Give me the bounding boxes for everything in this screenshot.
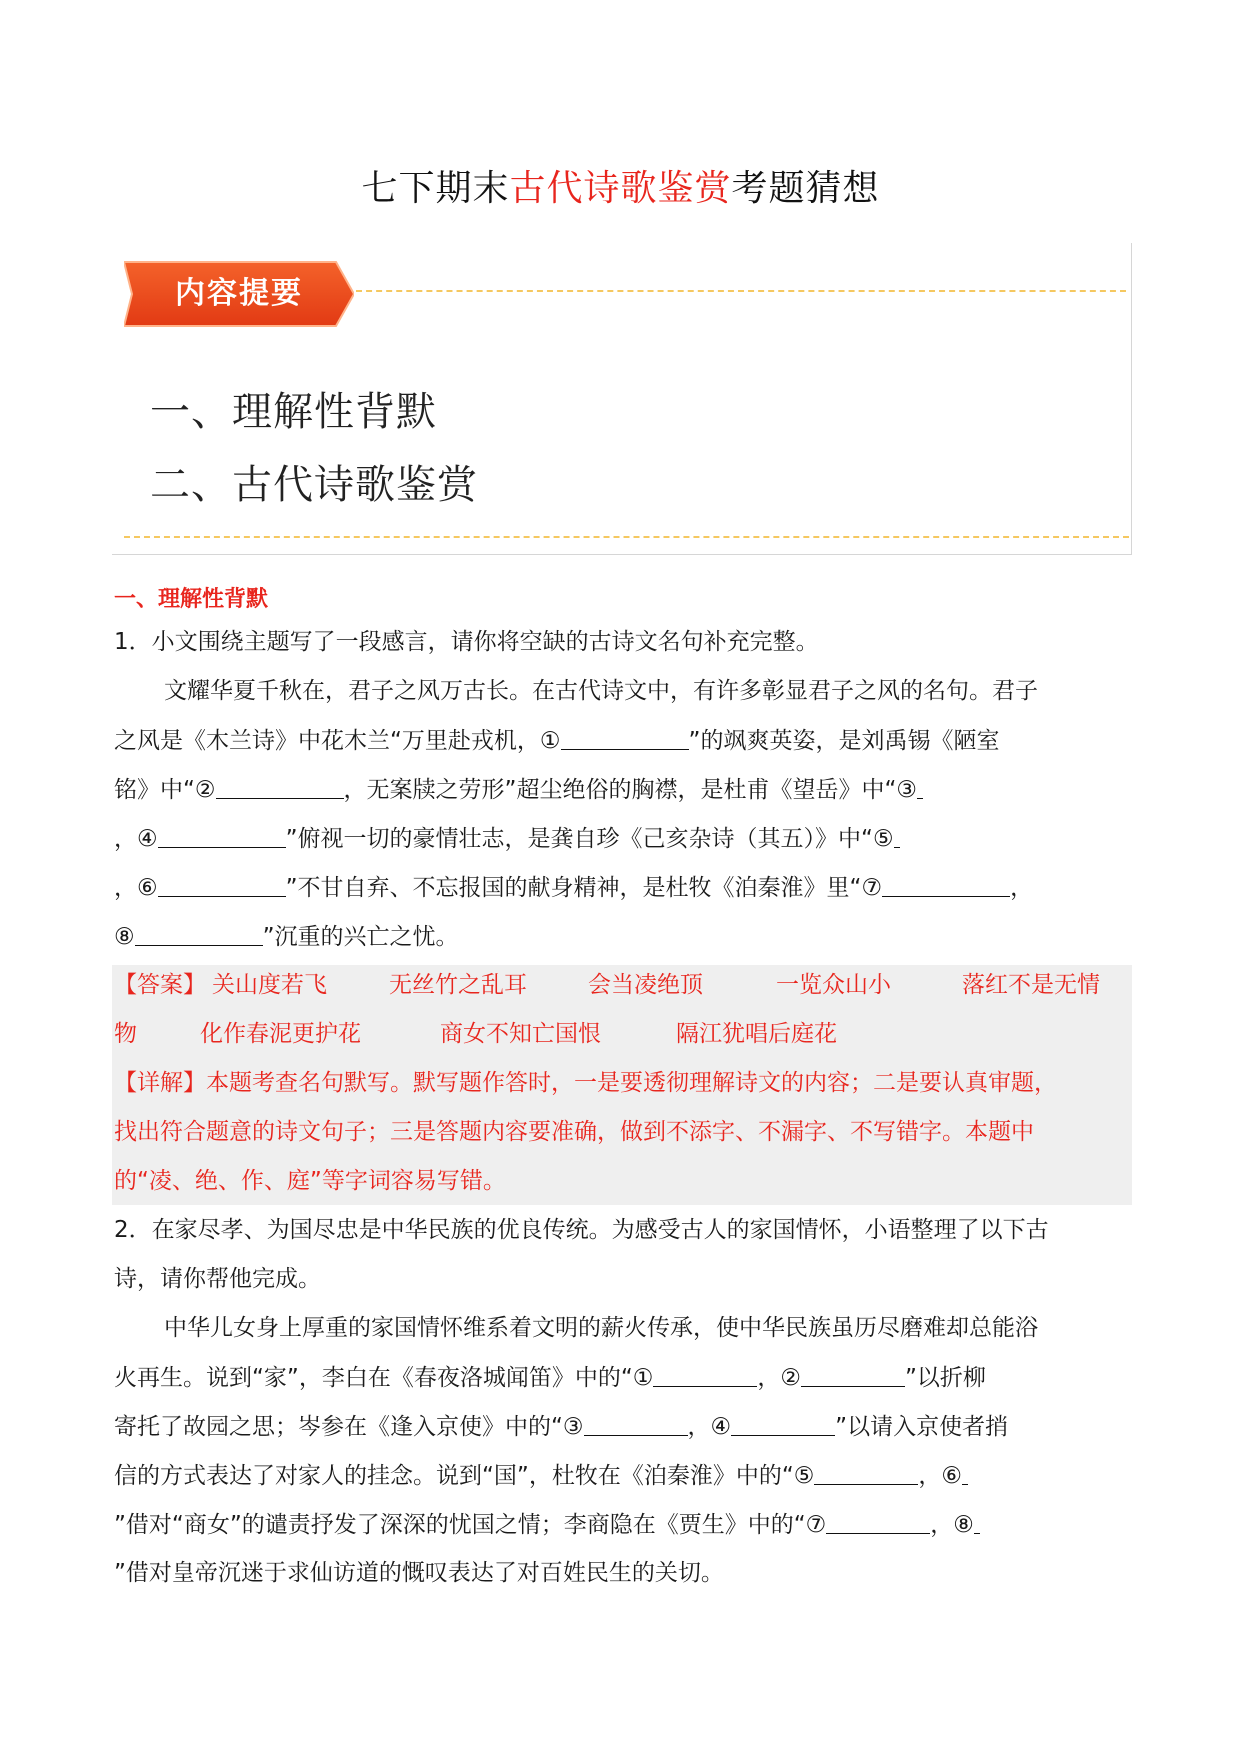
q2-text: ”借对“商女”的谴责抒发了深深的忧国之情；李商隐在《贾生》中的“⑦ (114, 1512, 827, 1538)
q1-paragraph-line: 文耀华夏千秋在，君子之风万古长。在古代诗文中，有许多彰显君子之风的名句。君子 (164, 678, 1038, 704)
q1-text: 之风是《木兰诗》中花木兰“万里赴戎机，① (114, 728, 561, 754)
summary-item-1: 一、理解性背默 (150, 389, 437, 435)
q2-blank-1[interactable] (653, 1362, 757, 1387)
q1-answer-4: 一览众山小 (776, 972, 891, 998)
q2-text: 火再生。说到“家”，李白在《春夜洛城闻笛》中的“① (114, 1365, 654, 1391)
q1-paragraph-line (114, 725, 999, 756)
q1-text: ，⑥ (114, 875, 158, 901)
q1-text: ”的飒爽英姿，是刘禹锡《陋室 (688, 728, 1000, 754)
q1-blank-6[interactable] (158, 872, 286, 897)
summary-ribbon (124, 258, 354, 330)
summary-item-2: 二、古代诗歌鉴赏 (150, 462, 478, 508)
summary-ribbon-label: 内容提要 (175, 276, 303, 311)
summary-divider-bottom (124, 536, 1129, 538)
q1-text: ”不甘自弃、不忘报国的献身精神，是杜牧《泊秦淮》里“⑦ (285, 875, 883, 901)
q2-paragraph-line (114, 1509, 980, 1540)
q1-text: ，无案牍之劳形”超尘绝俗的胸襟，是杜甫《望岳》中“③ (343, 777, 917, 803)
title-highlight: 古代诗歌鉴赏 (509, 168, 732, 209)
q1-answer-8: 隔江犹唱后庭花 (676, 1021, 837, 1047)
q2-blank-3[interactable] (584, 1411, 688, 1436)
q2-text: ，⑥ (918, 1463, 962, 1489)
q2-blank-4[interactable] (731, 1411, 835, 1436)
q1-text: ，④ (114, 826, 158, 852)
summary-divider-top (356, 290, 1126, 292)
section-heading-1: 一、理解性背默 (114, 587, 269, 612)
q1-blank-7[interactable] (882, 872, 1010, 897)
q1-answer-1: 关山度若飞 (212, 972, 327, 998)
q2-text: ”以折柳 (905, 1365, 986, 1391)
q1-text: ”俯视一切的豪情壮志，是龚自珍《己亥杂诗（其五）》中“⑤ (285, 826, 894, 852)
page-title (0, 160, 1241, 211)
q2-blank-2[interactable] (801, 1362, 905, 1387)
q2-stem-line: 诗，请你帮他完成。 (114, 1266, 321, 1292)
q1-stem: 1．小文围绕主题写了一段感言，请你将空缺的古诗文名句补充完整。 (114, 629, 819, 655)
q1-blank-1[interactable] (561, 725, 689, 750)
q1-detail-label: 【详解】 (114, 1070, 206, 1096)
title-suffix: 考题猜想 (731, 168, 880, 209)
q2-text: 寄托了故园之思；岑参在《逢入京使》中的“③ (114, 1414, 584, 1440)
q2-blank-5[interactable] (814, 1460, 918, 1485)
q2-paragraph-line (114, 1411, 1008, 1442)
q1-detail-text: 本题考查名句默写。默写题作答时，一是要透彻理解诗文的内容；二是要认真审题， (206, 1070, 1057, 1096)
q1-answer-7: 商女不知亡国恨 (440, 1021, 601, 1047)
q2-text: ，④ (687, 1414, 732, 1440)
q2-blank-7[interactable] (826, 1509, 930, 1534)
q2-text: 信的方式表达了对家人的挂念。说到“国”，杜牧在《泊秦淮》中的“⑤ (114, 1463, 815, 1489)
q2-text: ，⑧ (930, 1512, 974, 1538)
q1-answer-label: 【答案】 (114, 972, 206, 998)
q1-text: ⑧ (114, 924, 135, 950)
q2-paragraph-line (114, 1460, 968, 1491)
q1-answer-6: 化作春泥更护花 (200, 1021, 361, 1047)
q1-answer-3: 会当凌绝顶 (588, 972, 703, 998)
q1-answer-5-cont: 物 (114, 1021, 137, 1047)
q1-paragraph-line (114, 921, 459, 952)
q2-blank-6[interactable] (962, 1460, 968, 1485)
q1-text: 铭》中“② (114, 777, 216, 803)
q1-blank-5[interactable] (894, 823, 900, 848)
q2-text: ，② (757, 1365, 801, 1391)
q2-blank-8[interactable] (974, 1509, 980, 1534)
q1-detail-line: 的“凌、绝、作、庭”等字词容易写错。 (114, 1168, 506, 1194)
q1-blank-8[interactable] (135, 921, 263, 946)
q1-blank-4[interactable] (158, 823, 286, 848)
q2-stem-line: 2．在家尽孝、为国尽忠是中华民族的优良传统。为感受古人的家国情怀，小语整理了以下古 (114, 1217, 1049, 1243)
q1-blank-3[interactable] (917, 774, 923, 799)
q1-text: ， (1010, 875, 1034, 901)
q1-detail-line (114, 1068, 1057, 1098)
q1-answer-5: 落红不是无情 (962, 972, 1100, 998)
q1-blank-2[interactable] (216, 774, 344, 799)
q1-detail-line: 找出符合题意的诗文句子；三是答题内容要准确，做到不添字、不漏字、不写错字。本题中 (114, 1119, 1034, 1145)
q1-answer-2: 无丝竹之乱耳 (389, 972, 527, 998)
q1-paragraph-line (114, 872, 1033, 903)
q2-text: ”以请入京使者捎 (835, 1414, 1009, 1440)
title-prefix: 七下期末 (361, 168, 510, 209)
q2-paragraph-line: 中华儿女身上厚重的家国情怀维系着文明的薪火传承，使中华民族虽历尽磨难却总能浴 (164, 1315, 1038, 1341)
q1-text: ”沉重的兴亡之忧。 (262, 924, 459, 950)
q1-paragraph-line (114, 823, 900, 854)
q2-paragraph-line: ”借对皇帝沉迷于求仙访道的慨叹表达了对百姓民生的关切。 (114, 1560, 724, 1586)
q1-paragraph-line (114, 774, 923, 805)
q2-paragraph-line (114, 1362, 986, 1393)
